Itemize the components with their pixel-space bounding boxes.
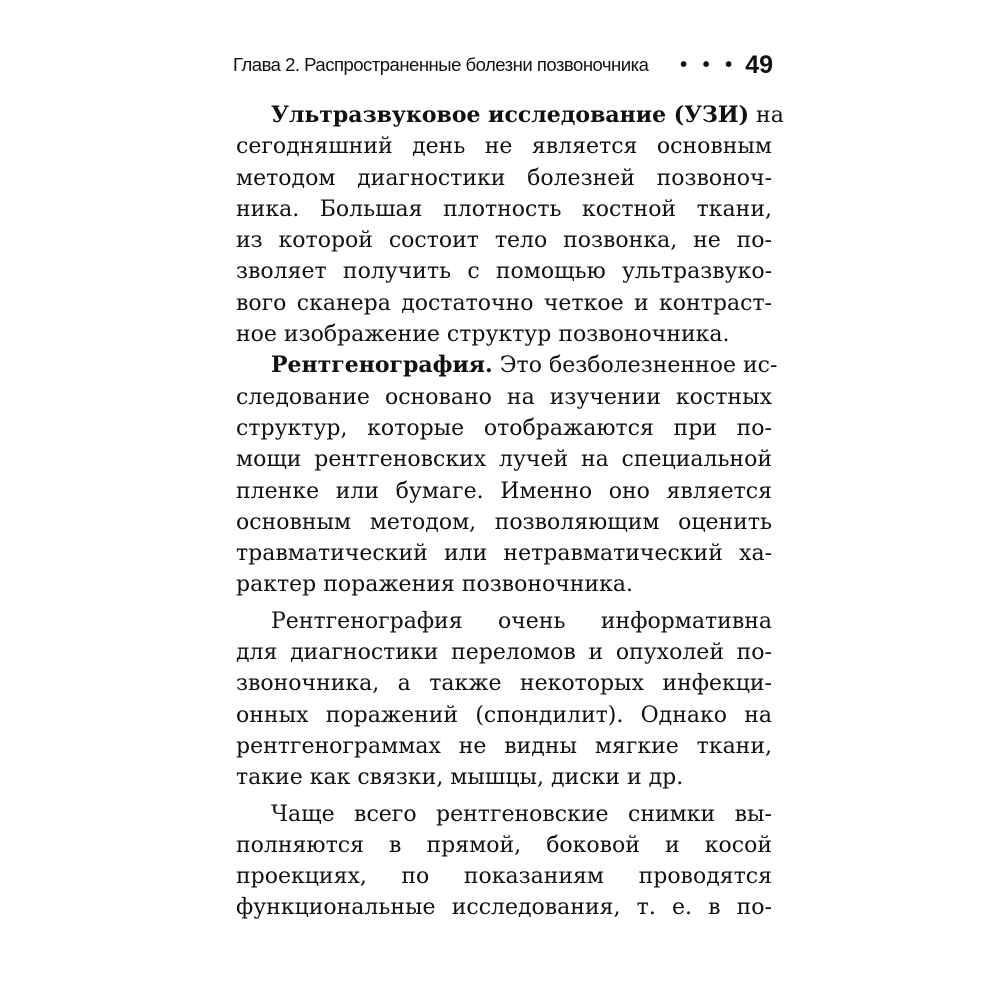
text-line: следование основано на изучении костных <box>236 384 772 410</box>
text-line: зволяет получить с помощью ультразвуко- <box>236 259 772 285</box>
text-line: травматический или нетравматический ха- <box>236 541 772 567</box>
text-line: Чаще всего рентгеновские снимки вы- <box>271 801 772 827</box>
text-line: Рентгенография очень информативна <box>271 608 772 634</box>
text-line <box>236 350 778 381</box>
text-line: сегодняшний день не является основным <box>236 134 772 160</box>
text-line: рактер поражения позвоночника. <box>236 572 633 598</box>
paragraph-projections <box>236 799 772 924</box>
paragraph-ultrasound <box>236 100 784 350</box>
header-page-info <box>680 51 773 80</box>
text-line: полняются в прямой, боковой и косой <box>236 832 772 858</box>
text-line: ное изображение структур позвоночника. <box>236 322 730 348</box>
text-line: такие как связки, мышцы, диски и др. <box>236 765 684 791</box>
text-line: ника. Большая плотность костной ткани, <box>236 196 772 222</box>
text-line: звоночника, а также некоторых инфекци- <box>236 671 772 697</box>
text-line: пленке или бумаге. Именно оно является <box>236 478 772 504</box>
paragraph-informative <box>236 606 772 794</box>
body-text <box>236 100 784 924</box>
text-line: функциональные исследования, т. е. в по- <box>236 895 772 921</box>
text-line: основным методом, позволяющим оценить <box>236 509 772 535</box>
text-line: мощи рентгеновских лучей на специальной <box>236 447 772 473</box>
text-line: онных поражений (спондилит). Однако на <box>236 702 772 728</box>
running-header <box>233 49 773 81</box>
line-text: на <box>749 103 784 128</box>
text-line <box>236 100 784 131</box>
running-title: Глава 2. Распространенные болезни позвоночника <box>233 54 649 75</box>
page-number: 49 <box>745 50 773 79</box>
paragraph-radiography <box>236 350 778 600</box>
text-line: для диагностики переломов и опухолей по- <box>236 640 772 666</box>
text-line: из которой состоит тело позвонка, не по- <box>236 228 772 254</box>
term-ultrasound: Ультразвуковое исследование (УЗИ) <box>271 102 750 128</box>
text-line: вого сканера достаточно четкое и контраст- <box>236 290 772 316</box>
separator-dots: • • • <box>680 53 738 76</box>
text-line: проекциях, по показаниям проводятся <box>236 864 772 890</box>
text-line: структур, которые отображаются при по- <box>236 415 772 441</box>
term-radiography: Рентгенография. <box>271 352 493 379</box>
text-line: рентгенограммах не видны мягкие ткани, <box>236 733 772 759</box>
line-text: Это безболезненное ис- <box>492 353 778 379</box>
text-line: методом диагностики болезней позвоноч- <box>236 165 772 191</box>
